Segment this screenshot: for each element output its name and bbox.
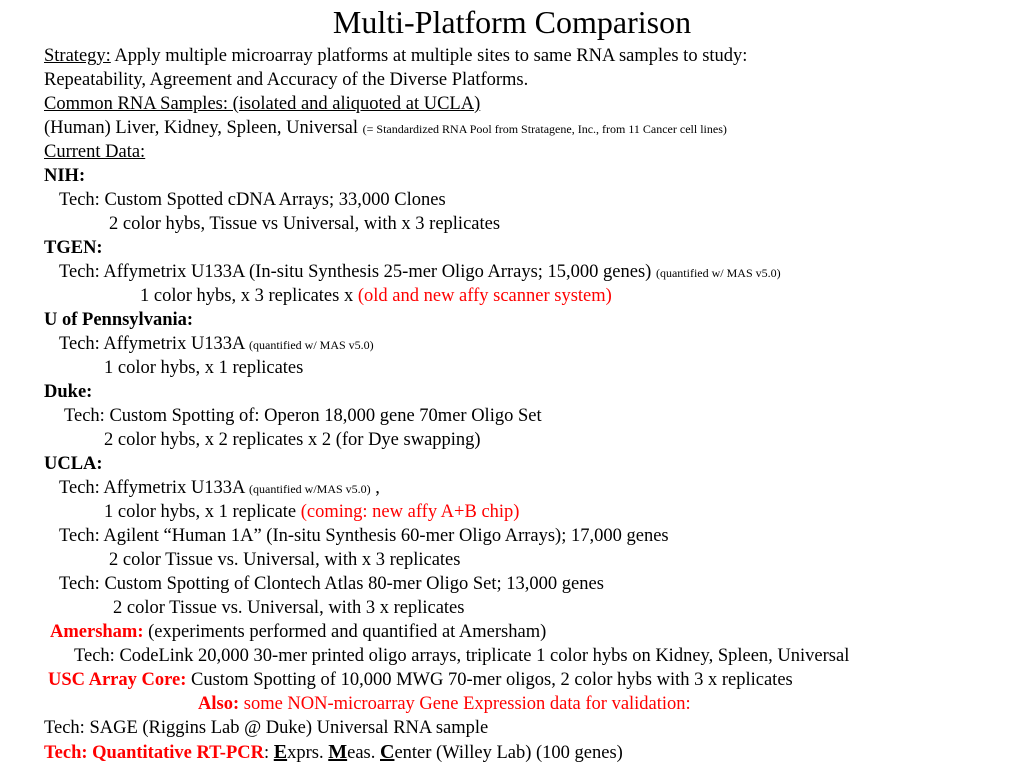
duke-detail: 2 color hybs, x 2 replicates x 2 (for Dye swapping)	[104, 430, 481, 450]
tgen-detail-line	[44, 284, 1016, 308]
ucla-detail1: 1 color hybs, x 1 replicate	[104, 502, 301, 522]
ucla-tech1-note: (quantified w/MAS v5.0)	[249, 482, 371, 496]
tgen-detail-red: (old and new affy scanner system)	[357, 286, 612, 306]
tgen-heading: TGEN:	[44, 238, 103, 258]
nih-detail: 2 color hybs, Tissue vs Universal, with x 3 replicates	[109, 214, 501, 234]
sage-line: Tech: SAGE (Riggins Lab @ Duke) Universal RNA sample	[44, 718, 489, 738]
samples-heading: Common RNA Samples: (isolated and aliquoted at UCLA)	[44, 94, 481, 114]
ucla-tech3: Tech: Custom Spotting of Clontech Atlas 80-mer Oligo Set; 13,000 genes	[59, 574, 604, 594]
rtpcr-c: C	[380, 741, 395, 763]
also-text: some NON-microarray Gene Expression data for validation:	[239, 694, 691, 714]
rtpcr-xprs: xprs.	[287, 743, 329, 763]
upenn-tech-line	[44, 332, 1016, 356]
upenn-tech-note: (quantified w/ MAS v5.0)	[249, 338, 374, 352]
ucla-detail3: 2 color Tissue vs. Universal, with 3 x replicates	[113, 598, 465, 618]
amersham-heading: Amersham:	[50, 622, 144, 642]
strategy-line-2: Repeatability, Agreement and Accuracy of the Diverse Platforms.	[44, 70, 529, 90]
rtpcr-label: Tech: Quantitative RT-PCR	[44, 743, 264, 763]
nih-tech: Tech: Custom Spotted cDNA Arrays; 33,000 Clones	[59, 190, 446, 210]
current-data-heading: Current Data:	[44, 142, 146, 162]
amersham-line	[44, 620, 1016, 644]
ucla-detail2: 2 color Tissue vs. Universal, with x 3 replicates	[109, 550, 461, 570]
rtpcr-line	[44, 740, 1016, 764]
amersham-tech: Tech: CodeLink 20,000 30-mer printed oligo arrays, triplicate 1 color hybs on Kidney, Spleen, Universal	[74, 646, 850, 666]
rtpcr-eas: eas.	[347, 743, 380, 763]
rtpcr-m: M	[328, 741, 348, 763]
amersham-note: (experiments performed and quantified at Amersham)	[143, 622, 547, 642]
strategy-line	[44, 44, 1016, 68]
slide-body	[44, 44, 1016, 764]
usc-text: Custom Spotting of 10,000 MWG 70-mer oligos, 2 color hybs with 3 x replicates	[186, 670, 793, 690]
ucla-tech2: Tech: Agilent “Human 1A” (In-situ Synthesis 60-mer Oligo Arrays); 17,000 genes	[59, 526, 669, 546]
ucla-detail1-line	[44, 500, 1016, 524]
ucla-tech1-tail: ,	[370, 478, 380, 498]
tgen-tech-line	[44, 260, 1016, 284]
samples-note: (= Standardized RNA Pool from Stratagene, Inc., from 11 Cancer cell lines)	[362, 122, 727, 136]
samples-list: (Human) Liver, Kidney, Spleen, Universal	[44, 118, 363, 138]
duke-tech: Tech: Custom Spotting of: Operon 18,000 gene 70mer Oligo Set	[64, 406, 542, 426]
also-line	[44, 692, 1016, 716]
nih-heading: NIH:	[44, 166, 86, 186]
samples-line	[44, 116, 1016, 140]
page-title: Multi-Platform Comparison	[332, 4, 692, 40]
rtpcr-e: E	[273, 741, 288, 763]
upenn-detail: 1 color hybs, x 1 replicates	[104, 358, 304, 378]
tgen-detail: 1 color hybs, x 3 replicates x	[140, 286, 358, 306]
usc-heading: USC Array Core:	[48, 670, 187, 690]
usc-line	[44, 668, 1016, 692]
upenn-tech: Tech: Affymetrix U133A	[59, 334, 250, 354]
tgen-tech: Tech: Affymetrix U133A (In-situ Synthesis 25-mer Oligo Arrays; 15,000 genes)	[59, 262, 656, 282]
duke-heading: Duke:	[44, 382, 93, 402]
rtpcr-rest: enter (Willey Lab) (100 genes)	[394, 743, 623, 763]
ucla-tech1-line	[44, 476, 1016, 500]
also-label: Also:	[198, 694, 240, 714]
upenn-heading: U of Pennsylvania:	[44, 310, 194, 330]
tgen-tech-note: (quantified w/ MAS v5.0)	[655, 266, 781, 280]
rtpcr-colon: :	[264, 743, 274, 763]
ucla-tech1: Tech: Affymetrix U133A	[59, 478, 250, 498]
ucla-heading: UCLA:	[44, 454, 103, 474]
strategy-text: Apply multiple microarray platforms at multiple sites to same RNA samples to study:	[110, 46, 748, 66]
strategy-label: Strategy:	[44, 46, 111, 66]
ucla-detail1-red: (coming: new affy A+B chip)	[300, 502, 520, 522]
